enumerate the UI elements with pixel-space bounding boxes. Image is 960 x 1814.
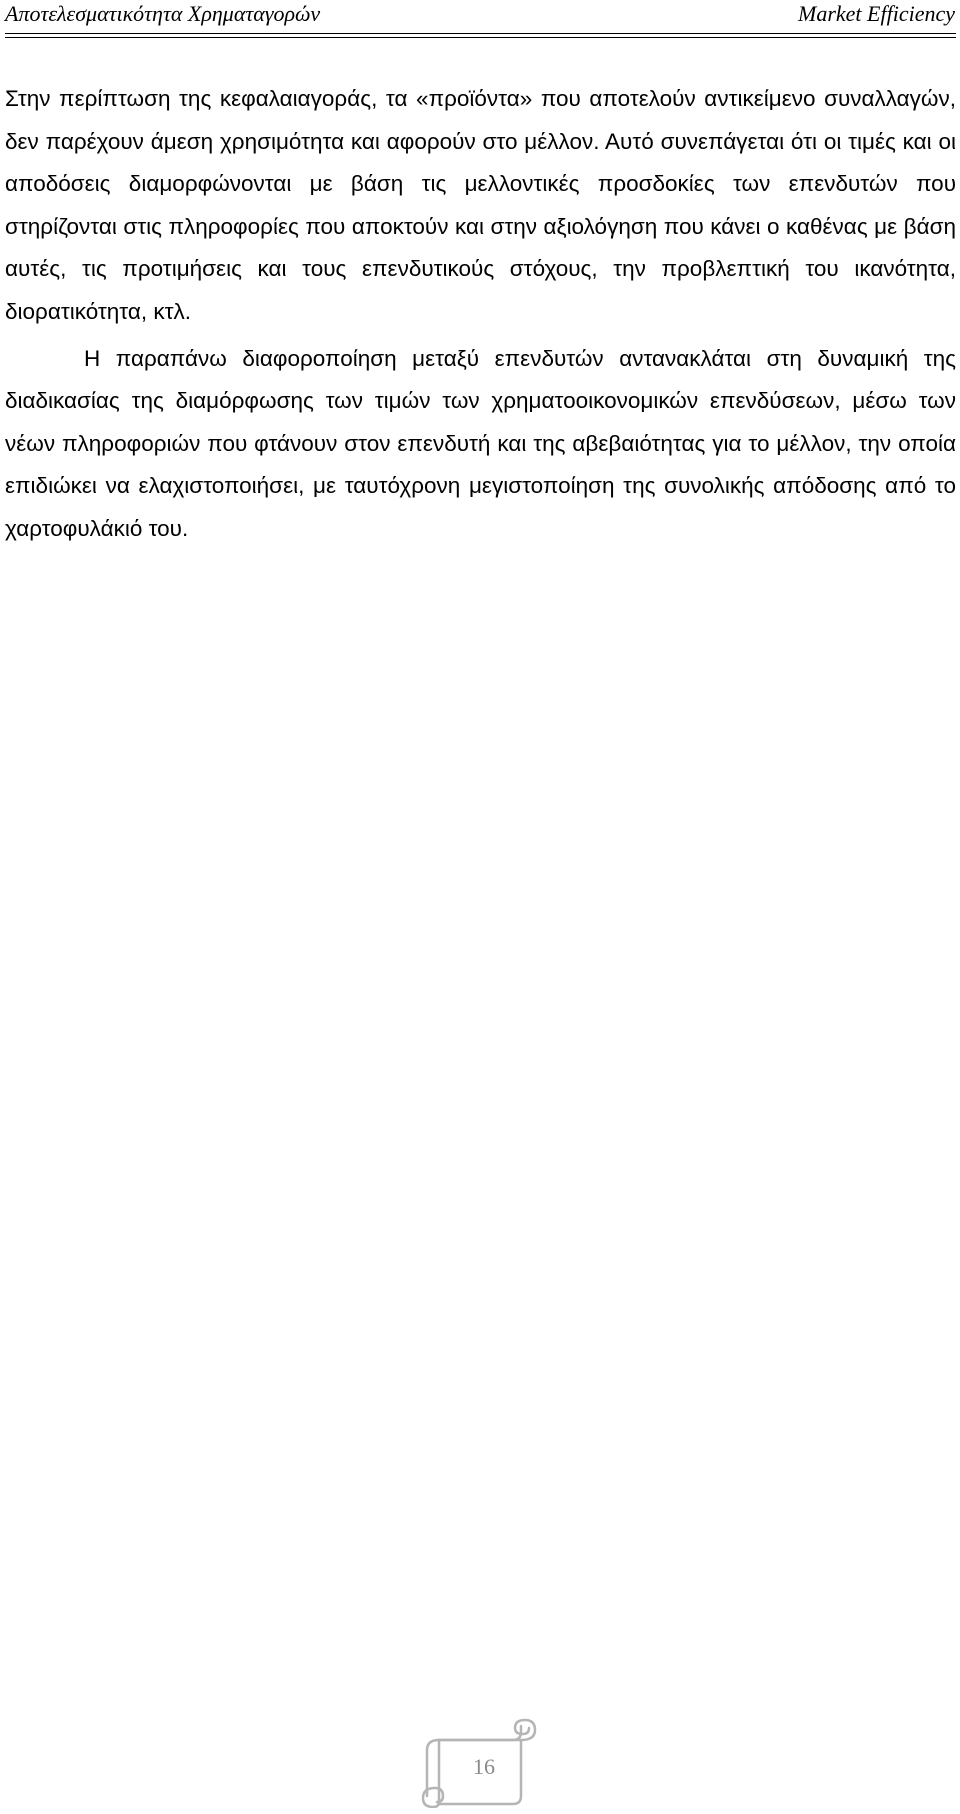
running-header <box>5 0 955 30</box>
header-rule-bottom <box>5 37 956 38</box>
page-number-scroll <box>417 1716 545 1808</box>
body-text <box>5 78 956 555</box>
header-rule-top <box>5 33 956 34</box>
page-number: 16 <box>473 1754 495 1779</box>
header-title-english: Market Efficiency <box>798 1 955 26</box>
header-title-greek: Αποτελεσματικότητα Χρηματαγορών <box>5 1 321 26</box>
paragraph-1: Στην περίπτωση της κεφαλαιαγοράς, τα «προϊόντα» που αποτελούν αντικείμενο συναλλαγών, δεν παρέχουν άμεση χρησιμότητα και αφορούν στο μέλλον. Αυτό συνεπάγεται ότι οι τιμές και οι αποδόσεις διαμορφώνονται με βάση τις μελλοντικές προσδοκίες των επενδυτών που στηρίζονται στις πληροφορίες που αποκτούν και στην αξιολόγηση που κάνει ο καθένας με βάση αυτές, τις προτιμήσεις και τους επενδυτικούς στόχους, την προβλεπτική του ικανότητα, διορατικότητα, κτλ. <box>5 86 956 324</box>
paragraph-2: Η παραπάνω διαφοροποίηση μεταξύ επενδυτών αντανακλάται στη δυναμική της διαδικασίας της διαμόρφωσης των τιμών των χρηματοοικονομικών επενδύσεων, μέσω των νέων πληροφοριών που φτάνουν στον επενδυτή και της αβεβαιότητας για το μέλλον, την οποία επιδιώκει να ελαχιστοποιήσει, με ταυτόχρονη μεγιστοποίηση της συνολικής απόδοσης από το χαρτοφυλάκιό του. <box>5 345 956 541</box>
